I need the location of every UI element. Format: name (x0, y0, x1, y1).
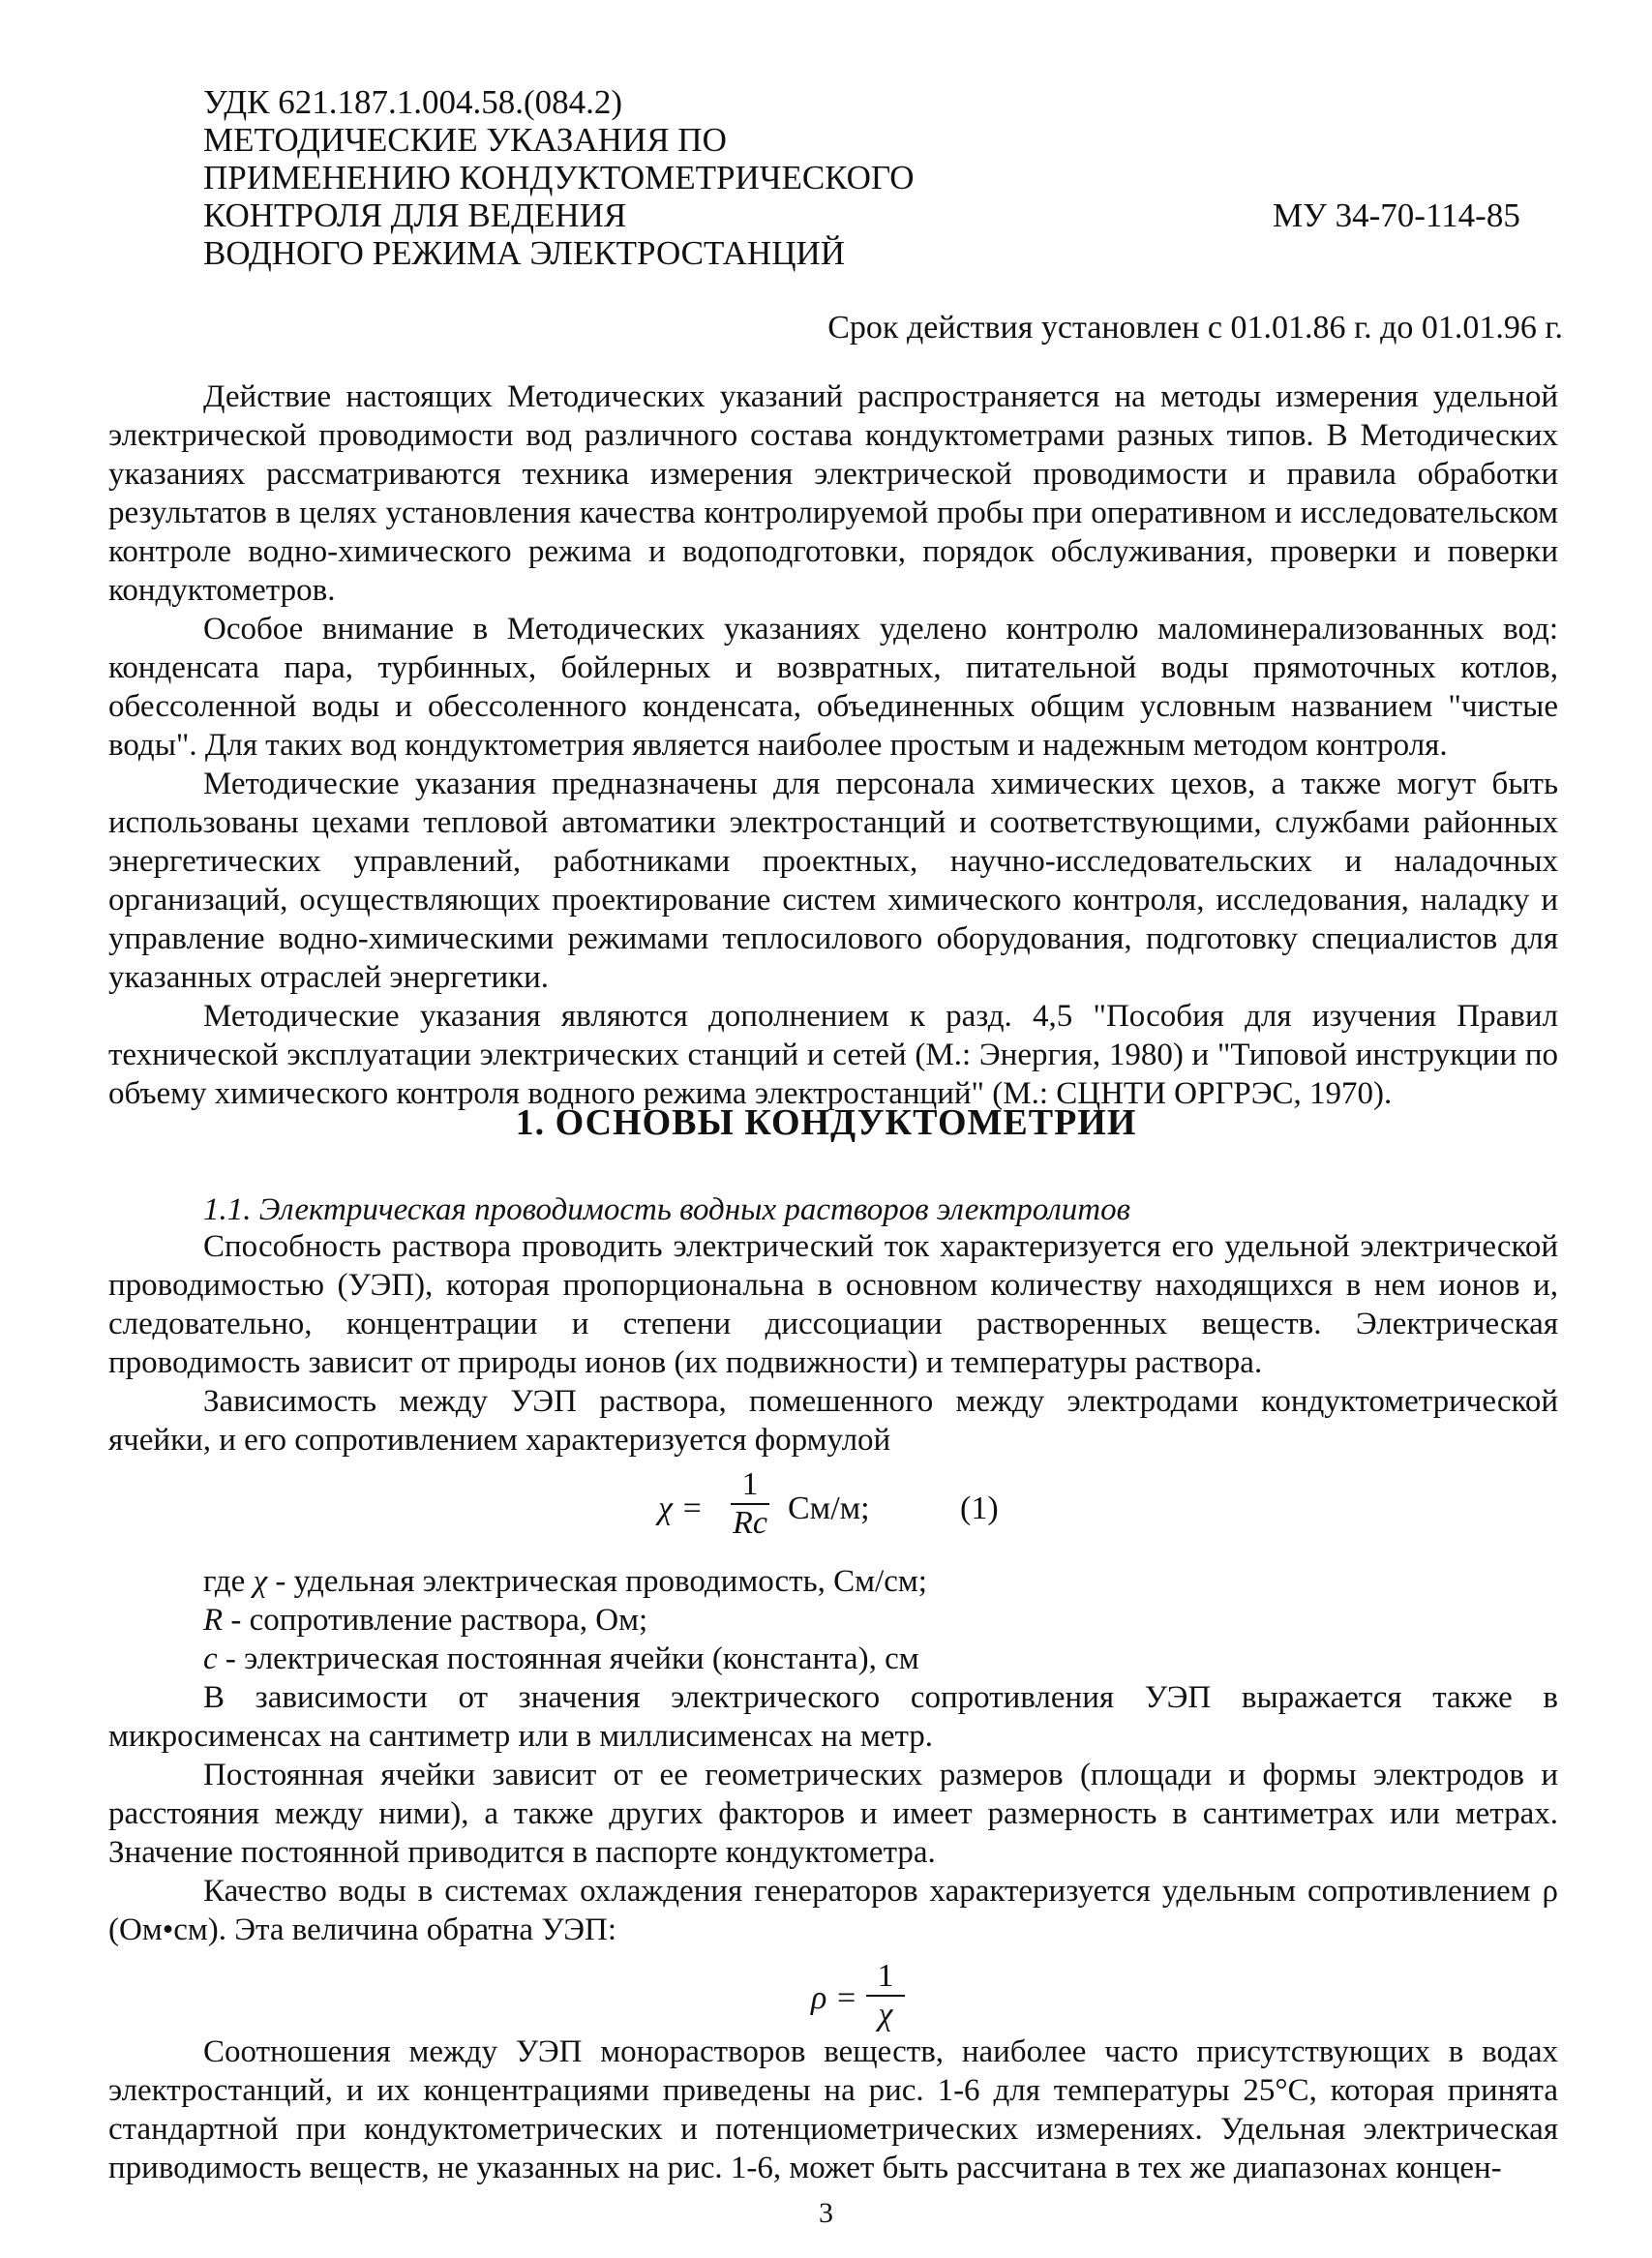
title-line: ВОДНОГО РЕЖИМА ЭЛЕКТРОСТАНЦИЙ (203, 234, 846, 272)
paragraph: Методические указания являются дополнением к разд. 4,5 "Пособия для изучения Правил технической эксплуатации электрических станций и сетей (М.: Энергия, 1980) и "Типовой инструкции по объему химического контроля водного режима электростанций" (М.: СЦНТИ ОРГРЭС, 1970). (108, 999, 1558, 1111)
page-number: 3 (819, 2197, 833, 2229)
title-line: ПРИМЕНЕНИЮ КОНДУКТОМЕТРИЧЕСКОГО (203, 159, 915, 196)
subsection-heading: 1.1. Электрическая проводимость водных растворов электролитов (203, 1192, 1130, 1227)
definition-item (203, 1640, 927, 1678)
formula-number: (1) (960, 1490, 999, 1526)
section-body (108, 1678, 1558, 1949)
paragraph: Зависимость между УЭП раствора, помешенного между электродами кондуктометрической ячейки, и его сопротивлением характеризуется формулой (108, 1384, 1558, 1458)
formula-lhs: χ = (658, 1490, 704, 1526)
section-heading: 1. ОСНОВЫ КОНДУКТОМЕТРИИ (515, 1102, 1137, 1143)
definition-text: - сопротивление раствора, Ом; (223, 1603, 648, 1638)
definition-item (203, 1562, 927, 1601)
document-code: МУ 34-70-114-85 (1273, 196, 1520, 234)
definition-prefix: где (203, 1564, 254, 1599)
udk-line: УДК 621.187.1.004.58.(084.2) (203, 83, 623, 121)
paragraph: Качество воды в системах охлаждения генераторов характеризуется удельным сопротивлением ρ (Ом•см). Эта величина обратна УЭП: (108, 1874, 1558, 1947)
paragraph: Способность раствора проводить электрический ток характеризуется его удельной электрической проводимостью (УЭП), которая пропорциональна в основном количеству находящихся в нем ионов и, следовательно, концентрации и степени диссоциации растворенных веществ. Электрическая проводимость зависит от природы ионов (их подвижности) и температуры раствора. (108, 1229, 1558, 1380)
definition-symbol: R (203, 1603, 224, 1638)
title-line: КОНТРОЛЯ ДЛЯ ВЕДЕНИЯ (203, 196, 627, 234)
fraction-denominator: χ (878, 1997, 893, 2032)
formula-fraction (861, 1958, 910, 2033)
definition-symbol: χ (253, 1564, 268, 1599)
definition-text: - удельная электрическая проводимость, См/см; (267, 1564, 927, 1599)
definition-symbol: c (203, 1641, 218, 1676)
formula-unit: См/м; (788, 1490, 870, 1526)
fraction-denominator: Rc (733, 1505, 767, 1541)
paragraph: Действие настоящих Методических указаний распространяется на методы измерения удельной электрической проводимости вод различного состава кондуктометрами разных типов. В Методических указаниях рассматриваются техника измерения электрической проводимости и правила обработки результатов в целях установления качества контролируемой пробы при оперативном и исследовательском контроле водно-химического режима и водоподготовки, порядок обслуживания, проверки и поверки кондуктометров. (108, 379, 1558, 608)
intro-section (108, 377, 1558, 1113)
paragraph: Методические указания предназначены для персонала химических цехов, а также могут быть использованы цехами тепловой автоматики электростанций и соответствующими, службами районных энергетических управлений, работниками проектных, научно-исследовательских и наладочных организаций, осуществляющих проектирование систем химического контроля, исследования, наладку и управление водно-химическими режимами теплосилового оборудования, подготовку специалистов для указанных отраслей энергетики. (108, 767, 1558, 995)
formula-fraction (726, 1466, 774, 1542)
document-header (203, 83, 1558, 272)
fraction-numerator: 1 (741, 1466, 759, 1502)
paragraph: В зависимости от значения электрического сопротивления УЭП выражается также в микросименсах на сантиметр или в миллисименсах на метр. (108, 1680, 1558, 1754)
paragraph: Особое внимание в Методических указаниях уделено контролю маломинерализованных вод: конденсата пара, турбинных, бойлерных и возвратных, питательной воды прямоточных котлов, обессоленной воды и обессоленного конденсата, объединенных общим условным названием "чистые воды". Для таких вод кондуктометрия является наиболее простым и надежным методом контроля. (108, 612, 1558, 763)
title-line: МЕТОДИЧЕСКИЕ УКАЗАНИЯ ПО (203, 121, 727, 159)
validity-period: Срок действия установлен с 01.01.86 г. до 01.01.96 г. (827, 310, 1563, 346)
definition-item (203, 1601, 927, 1640)
definitions-list (203, 1562, 927, 1678)
fraction-numerator: 1 (877, 1958, 894, 1994)
section-body (108, 1227, 1558, 1460)
paragraph: Соотношения между УЭП монорастворов веществ, наиболее часто присутствующих в водах электростанций, и их концентрациями приведены на рис. 1-6 для температуры 25°С, которая принята стандартной при кондуктометрических и потенциометрических измерениях. Удельная электрическая приводимость веществ, не указанных на рис. 1-6, может быть рассчитана в тех же диапазонах концен- (108, 2034, 1558, 2185)
paragraph: Постоянная ячейки зависит от ее геометрических размеров (площади и формы электродов и расстояния между ними), а также других факторов и имеет размерность в сантиметрах или метрах. Значение постоянной приводится в паспорте кондуктометра. (108, 1758, 1558, 1870)
section-body (108, 2032, 1558, 2187)
definition-text: - электрическая постоянная ячейки (константа), см (217, 1641, 919, 1676)
formula-lhs: ρ = (811, 1980, 857, 2016)
